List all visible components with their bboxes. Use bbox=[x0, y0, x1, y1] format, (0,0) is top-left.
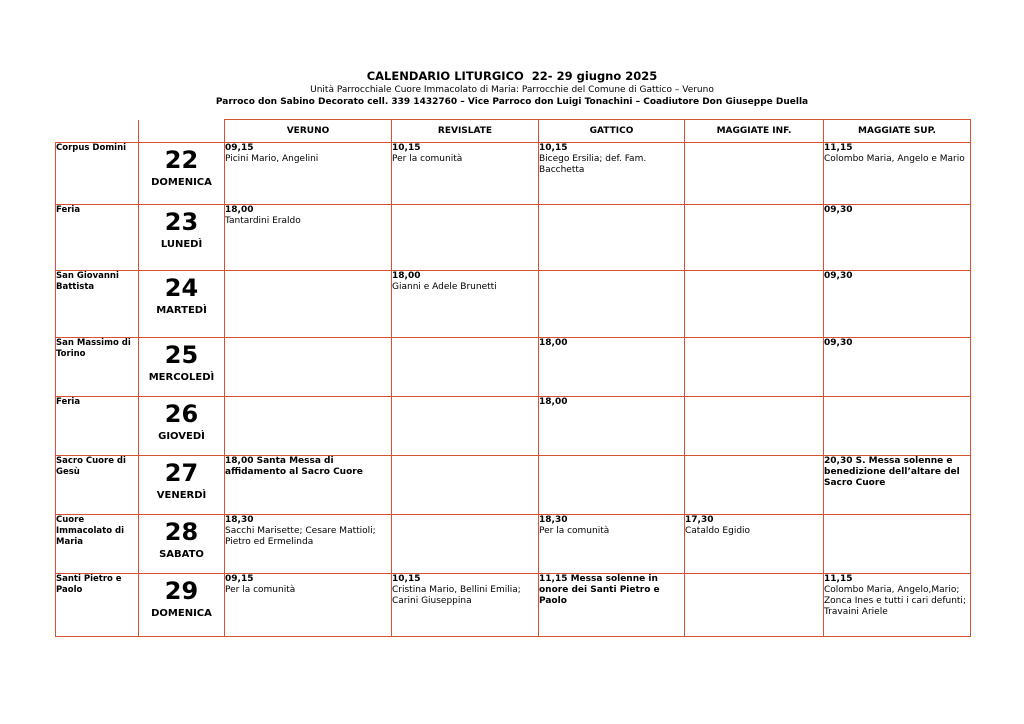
feast-name: Santi Pietro e Paolo bbox=[56, 574, 139, 637]
mass-time: 10,15 bbox=[392, 143, 421, 153]
mass-time: 18,00 bbox=[392, 271, 421, 281]
mass-intention: Sacchi Marisette; Cesare Mattioli; Pietro ed Ermelinda bbox=[225, 526, 376, 547]
feast-name: Feria bbox=[56, 205, 139, 271]
day-row bbox=[56, 205, 971, 271]
mass-time: 11,15 bbox=[824, 574, 853, 584]
calendar-body bbox=[56, 143, 971, 637]
mass-intention: Bicego Ersilia; def. Fam. Bacchetta bbox=[539, 154, 647, 175]
mass-cell-maggiate-sup bbox=[824, 338, 971, 397]
day-number: 23 bbox=[164, 208, 199, 236]
document-title: CALENDARIO LITURGICO 22- 29 giugno 2025 bbox=[366, 69, 658, 83]
mass-cell-veruno bbox=[225, 397, 392, 456]
day-name: MARTEDÌ bbox=[156, 305, 207, 316]
day-row bbox=[56, 143, 971, 205]
mass-time: 10,15 bbox=[539, 143, 568, 153]
mass-cell-veruno bbox=[225, 574, 392, 637]
mass-cell-veruno bbox=[225, 515, 392, 574]
mass-cell-gattico bbox=[539, 397, 685, 456]
mass-cell-revislate bbox=[392, 574, 539, 637]
mass-cell-maggiate-sup bbox=[824, 397, 971, 456]
day-name: MERCOLEDÌ bbox=[148, 372, 215, 383]
day-name: SABATO bbox=[159, 549, 204, 560]
mass-intention: Per la comunità bbox=[225, 585, 296, 595]
mass-cell-revislate bbox=[392, 515, 539, 574]
day-name: DOMENICA bbox=[151, 608, 212, 619]
mass-cell-gattico bbox=[539, 271, 685, 338]
mass-time: 18,00 bbox=[539, 338, 568, 348]
day-number: 22 bbox=[164, 146, 199, 174]
mass-intention: Per la comunità bbox=[392, 154, 463, 164]
day-name: VENERDÌ bbox=[156, 490, 207, 501]
mass-intention: Per la comunità bbox=[539, 526, 610, 536]
day-name: LUNEDÌ bbox=[160, 239, 203, 250]
mass-intention: Tantardini Eraldo bbox=[225, 216, 301, 226]
header-blank-feast bbox=[56, 120, 139, 143]
day-cell bbox=[139, 574, 225, 637]
mass-special-note: 20,30 S. Messa solenne e benedizione dell’altare del Sacro Cuore bbox=[824, 456, 960, 488]
day-number: 26 bbox=[164, 400, 199, 428]
day-cell bbox=[139, 271, 225, 338]
mass-cell-revislate bbox=[392, 271, 539, 338]
mass-cell-gattico bbox=[539, 574, 685, 637]
mass-intention: Colombo Maria, Angelo,Mario; Zonca Ines e tutti i cari defunti; Travaini Ariele bbox=[824, 585, 966, 617]
mass-cell-maggiate-sup bbox=[824, 456, 971, 515]
mass-time: 09,15 bbox=[225, 574, 254, 584]
mass-time: 10,15 bbox=[392, 574, 421, 584]
day-name: GIOVEDÌ bbox=[158, 431, 205, 442]
column-header-maggiate-inf: MAGGIATE INF. bbox=[685, 120, 824, 143]
feast-name: Sacro Cuore di Gesù bbox=[56, 456, 139, 515]
mass-time: 11,15 bbox=[824, 143, 853, 153]
mass-time: 09,30 bbox=[824, 338, 853, 348]
column-header-row bbox=[56, 120, 971, 143]
mass-cell-maggiate-inf bbox=[685, 338, 824, 397]
feast-name: San Massimo di Torino bbox=[56, 338, 139, 397]
day-cell bbox=[139, 515, 225, 574]
mass-cell-gattico bbox=[539, 338, 685, 397]
mass-time: 18,30 bbox=[539, 515, 568, 525]
day-number: 24 bbox=[164, 274, 199, 302]
day-number: 29 bbox=[164, 577, 199, 605]
column-header-veruno: VERUNO bbox=[225, 120, 392, 143]
mass-cell-maggiate-sup bbox=[824, 143, 971, 205]
mass-cell-veruno bbox=[225, 271, 392, 338]
mass-intention: Cristina Mario, Bellini Emilia; Carini Giuseppina bbox=[392, 585, 521, 606]
mass-time: 18,00 bbox=[539, 397, 568, 407]
mass-cell-maggiate-inf bbox=[685, 456, 824, 515]
day-cell bbox=[139, 205, 225, 271]
mass-cell-maggiate-inf bbox=[685, 515, 824, 574]
mass-time: 09,30 bbox=[824, 205, 853, 215]
mass-cell-gattico bbox=[539, 515, 685, 574]
day-row bbox=[56, 456, 971, 515]
column-header-gattico: GATTICO bbox=[539, 120, 685, 143]
mass-time: 17,30 bbox=[685, 515, 714, 525]
mass-cell-gattico bbox=[539, 205, 685, 271]
mass-special-note: 11,15 Messa solenne in onore dei Santi Pietro e Paolo bbox=[539, 574, 660, 606]
day-row bbox=[56, 271, 971, 338]
mass-cell-maggiate-sup bbox=[824, 515, 971, 574]
day-row bbox=[56, 397, 971, 456]
day-row bbox=[56, 338, 971, 397]
day-cell bbox=[139, 397, 225, 456]
day-number: 25 bbox=[164, 341, 199, 369]
mass-intention: Cataldo Egidio bbox=[685, 526, 751, 536]
mass-cell-maggiate-inf bbox=[685, 271, 824, 338]
mass-cell-veruno bbox=[225, 456, 392, 515]
mass-cell-maggiate-inf bbox=[685, 397, 824, 456]
mass-cell-revislate bbox=[392, 456, 539, 515]
liturgical-calendar-table bbox=[55, 119, 971, 637]
mass-cell-maggiate-sup bbox=[824, 574, 971, 637]
clergy-contacts: Parroco don Sabino Decorato cell. 339 1432760 – Vice Parroco don Luigi Tonachini – Coadiutore Don Giuseppe Duella bbox=[215, 97, 809, 107]
column-header-revislate: REVISLATE bbox=[392, 120, 539, 143]
column-header-maggiate-sup: MAGGIATE SUP. bbox=[824, 120, 971, 143]
mass-cell-maggiate-inf bbox=[685, 574, 824, 637]
header-blank-day bbox=[139, 120, 225, 143]
mass-intention: Gianni e Adele Brunetti bbox=[392, 282, 497, 292]
mass-cell-revislate bbox=[392, 143, 539, 205]
day-number: 28 bbox=[164, 518, 199, 546]
mass-cell-veruno bbox=[225, 143, 392, 205]
day-cell bbox=[139, 456, 225, 515]
feast-name: Cuore Immacolato di Maria bbox=[56, 515, 139, 574]
document-header bbox=[0, 69, 1024, 108]
day-row bbox=[56, 515, 971, 574]
mass-cell-revislate bbox=[392, 338, 539, 397]
feast-name: Corpus Domini bbox=[56, 143, 139, 205]
day-number: 27 bbox=[164, 459, 199, 487]
mass-cell-veruno bbox=[225, 338, 392, 397]
mass-cell-revislate bbox=[392, 397, 539, 456]
mass-time: 09,30 bbox=[824, 271, 853, 281]
mass-cell-gattico bbox=[539, 143, 685, 205]
mass-cell-gattico bbox=[539, 456, 685, 515]
mass-cell-maggiate-inf bbox=[685, 205, 824, 271]
mass-intention: Picini Mario, Angelini bbox=[225, 154, 319, 164]
day-row bbox=[56, 574, 971, 637]
day-cell bbox=[139, 143, 225, 205]
day-name: DOMENICA bbox=[151, 177, 212, 188]
mass-cell-maggiate-sup bbox=[824, 205, 971, 271]
feast-name: Feria bbox=[56, 397, 139, 456]
mass-time: 18,30 bbox=[225, 515, 254, 525]
mass-special-note: 18,00 Santa Messa di affidamento al Sacro Cuore bbox=[225, 456, 363, 477]
mass-time: 09,15 bbox=[225, 143, 254, 153]
mass-cell-maggiate-sup bbox=[824, 271, 971, 338]
mass-intention: Colombo Maria, Angelo e Mario bbox=[824, 154, 965, 164]
feast-name: San Giovanni Battista bbox=[56, 271, 139, 338]
mass-cell-revislate bbox=[392, 205, 539, 271]
document-subtitle: Unità Parrocchiale Cuore Immacolato di Maria: Parrocchie del Comune di Gattico – Veruno bbox=[310, 85, 714, 95]
mass-time: 18,00 bbox=[225, 205, 254, 215]
day-cell bbox=[139, 338, 225, 397]
mass-cell-veruno bbox=[225, 205, 392, 271]
mass-cell-maggiate-inf bbox=[685, 143, 824, 205]
